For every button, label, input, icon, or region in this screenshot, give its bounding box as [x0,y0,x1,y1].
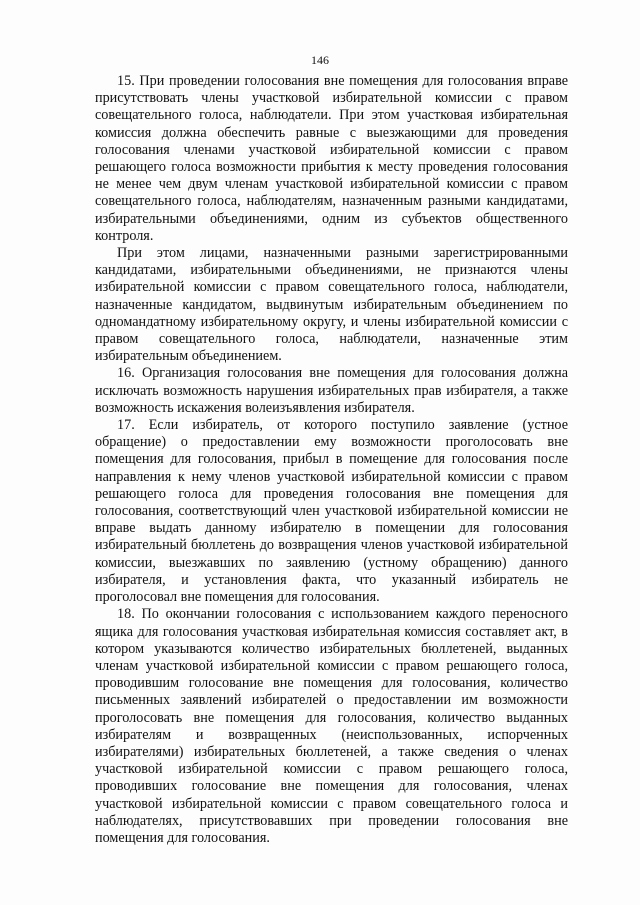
page-number: 146 [311,53,329,67]
paragraph-17: 17. Если избиратель, от которого поступило заявление (устное обращение) о предоставлении ему возможности проголосовать вне помещения для голосования, прибыл в помещение для голосования после направления к нему членов участковой избирательной комиссии с правом решающего голоса для проведения голосования вне помещения для голосования, соответствующий член участковой избирательной комиссии не вправе выдать данному избирателю в помещении для голосования избирательный бюллетень до возвращения членов участковой избирательной комиссии, выезжавших по заявлению (устному обращению) данного избирателя, и установления факта, что указанный избиратель не проголосовал вне помещения для голосования. [95,417,568,606]
paragraph-16: 16. Организация голосования вне помещения для голосования должна исключать возможность нарушения избирательных прав избирателя, а также возможность искажения волеизъявления избирателя. [95,365,568,416]
paragraph-18: 18. По окончании голосования с использованием каждого переносного ящика для голосования участковая избирательная комиссия составляет акт, в котором указываются количество избирательных бюллетеней, выданных членам участковой избирательной комиссии с правом решающего голоса, проводившим голосование вне помещения для голосования, количество письменных заявлений избирателей о предоставлении им возможности проголосовать вне помещения для голосования, количество выданных избирателям и возвращенных (неиспользованных, испорченных избирателями) избирательных бюллетеней, а также сведения о членах участковой избирательной комиссии с правом решающего голоса, проводивших голосование вне помещения для голосования, членах участковой избирательной комиссии с правом совещательного голоса и наблюдателях, присутствовавших при проведении голосования вне помещения для голосования. [95,606,568,846]
paragraph-15: 15. При проведении голосования вне помещения для голосования вправе присутствовать члены участковой избирательной комиссии с правом совещательного голоса, наблюдатели. При этом участковая избирательная комиссия должна обеспечить равные с выезжающими для проведения голосования членами участковой избирательной комиссии с правом решающего голоса возможности прибытия к месту проведения голосования не менее чем двум членам участковой избирательной комиссии с правом совещательного голоса, наблюдателям, назначенным разными кандидатами, избирательными объединениями, одним из субъектов общественного контроля. [95,73,568,244]
document-body [95,73,568,847]
paragraph-15-continued: При этом лицами, назначенными разными зарегистрированными кандидатами, избирательными объединениями, не признаются члены избирательной комиссии с правом совещательного голоса, наблюдатели, назначенные кандидатом, выдвинутым избирательным объединением по одномандатному избирательному округу, и члены избирательной комиссии с правом совещательного голоса, наблюдатели, назначенные этим избирательным объединением. [95,245,568,365]
